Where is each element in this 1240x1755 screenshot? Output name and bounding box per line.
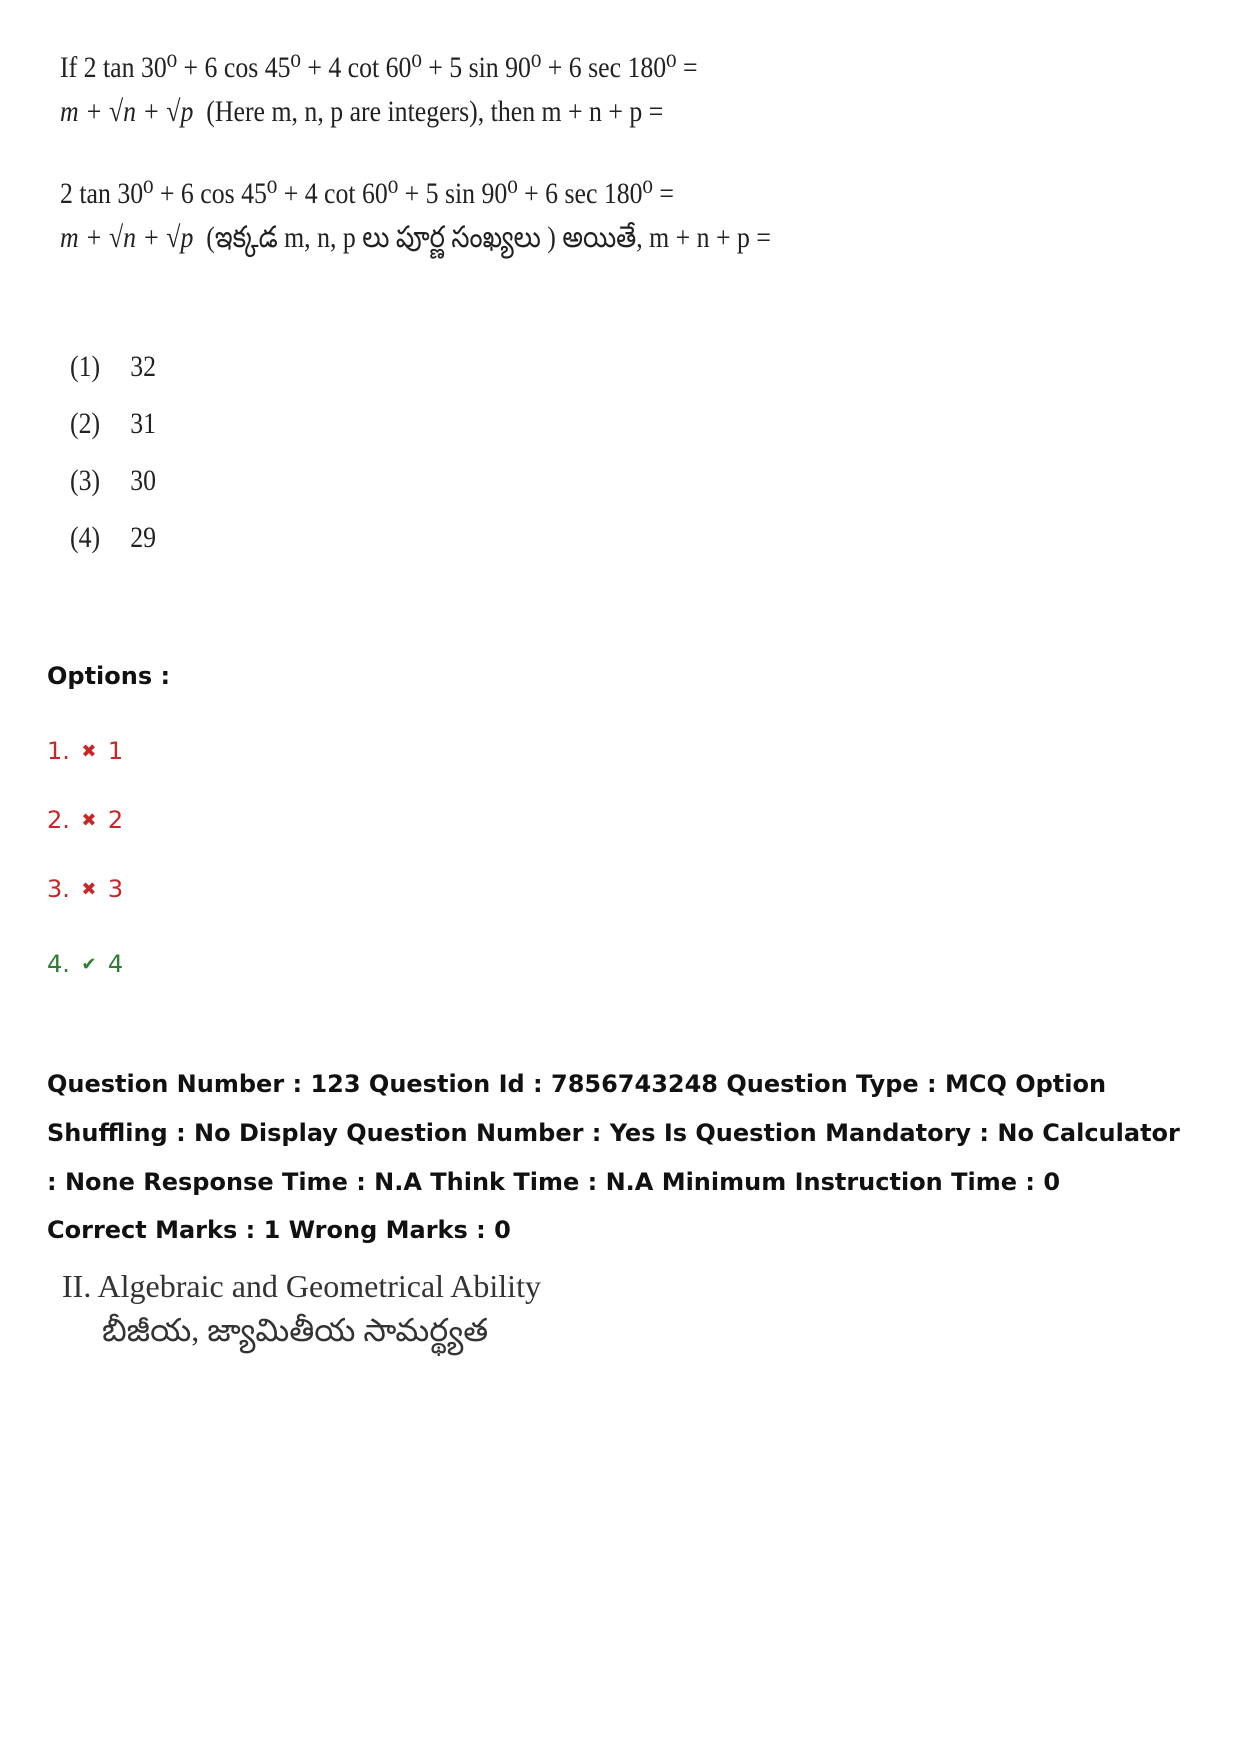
cross-icon: ✖ bbox=[81, 740, 97, 762]
question-te-line2 bbox=[60, 216, 920, 260]
cross-icon: ✖ bbox=[81, 809, 97, 831]
question-en-expr: m + √n + √p bbox=[60, 95, 194, 128]
question-en-line1: If 2 tan 30⁰ + 6 cos 45⁰ + 4 cot 60⁰ + 5 sin 90⁰ + 6 sec 180⁰ = bbox=[60, 51, 698, 84]
choice-item: (2) 31 bbox=[70, 406, 156, 440]
section-heading bbox=[62, 1264, 541, 1352]
option-2[interactable]: 2. ✖ 2 bbox=[47, 806, 124, 834]
option-1[interactable]: 1. ✖ 1 bbox=[47, 737, 124, 765]
question-choices bbox=[70, 338, 170, 566]
choice-item: (3) 30 bbox=[70, 463, 156, 497]
choice-item: (1) 32 bbox=[70, 349, 156, 383]
question-image bbox=[60, 46, 1060, 260]
question-te-suffix: (ఇక్కడ m, n, p లు పూర్ణ సంఖ్యలు ) అయితే, m + n + p = bbox=[206, 221, 771, 254]
section-title-te: బీజీయ, జ్యామితీయ సామర్థ్యత bbox=[102, 1312, 489, 1348]
option-4[interactable]: 4. ✔ 4 bbox=[47, 950, 124, 978]
choice-item: (4) 29 bbox=[70, 520, 156, 554]
cross-icon: ✖ bbox=[81, 878, 97, 900]
check-icon: ✔ bbox=[81, 953, 97, 975]
question-en-suffix: (Here m, n, p are integers), then m + n + p = bbox=[206, 95, 664, 128]
question-te-line1: 2 tan 30⁰ + 6 cos 45⁰ + 4 cot 60⁰ + 5 sin 90⁰ + 6 sec 180⁰ = bbox=[60, 177, 674, 210]
section-title-en: II. Algebraic and Geometrical Ability bbox=[62, 1268, 541, 1304]
question-marks: Correct Marks : 1 Wrong Marks : 0 bbox=[47, 1216, 511, 1244]
options-title: Options : bbox=[47, 662, 171, 690]
option-3[interactable]: 3. ✖ 3 bbox=[47, 875, 124, 903]
question-te-expr: m + √n + √p bbox=[60, 221, 194, 254]
question-meta: Question Number : 123 Question Id : 7856743248 Question Type : MCQ Option Shuffling : No Display Question Number : Yes Is Question Mandatory : No Calculator : None Response Time : N.A Think Time : N.A Minimum Instruction Time : 0 bbox=[47, 1070, 1180, 1196]
question-en-line2 bbox=[60, 90, 920, 134]
